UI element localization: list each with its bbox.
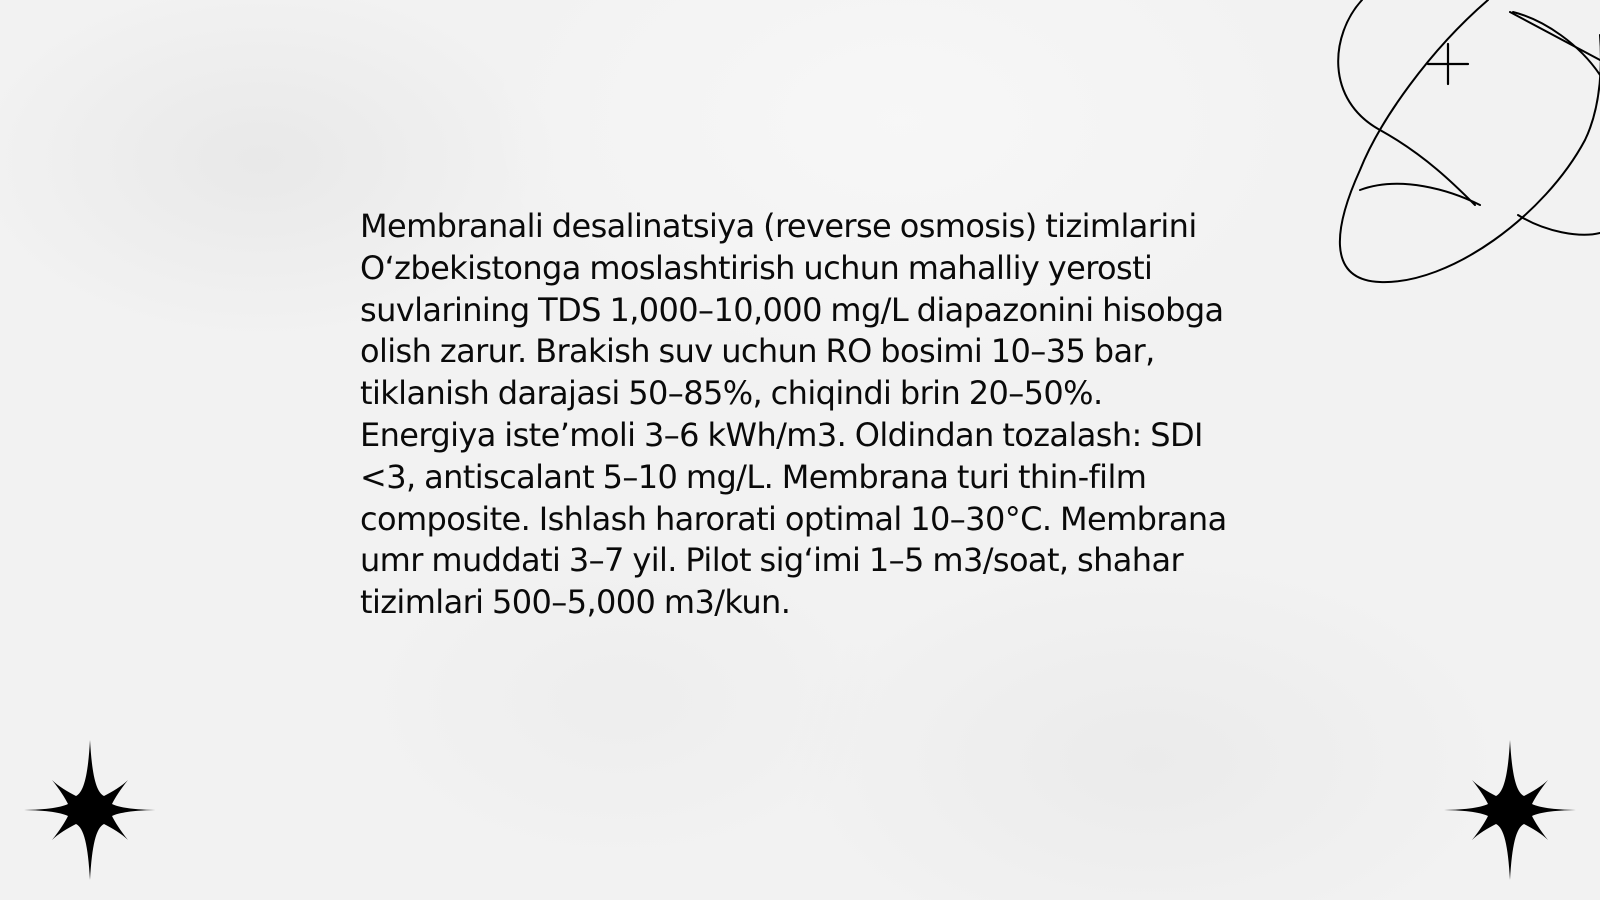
four-point-star-icon <box>1440 740 1580 880</box>
four-point-star-icon <box>20 740 160 880</box>
sparkle-icon <box>1428 44 1468 84</box>
body-text: Membranali desalinatsiya (reverse osmosis) tizimlarini O‘zbekistonga moslashtirish uchun mahalliy yerosti suvlarining TDS 1,000–10,000 mg/L diapazonini hisobga olish zarur. Brakish suv uchun RO bosimi 10–35 bar, tiklanish darajasi 50–85%, chiqindi brin 20–50%. Energiya iste’moli 3–6 kWh/m3. Oldindan tozalash: SDI <3, antiscalant 5–10 mg/L. Membrana turi thin-film composite. Ishlash harorati optimal 10–30°C. Membrana umr muddati 3–7 yil. Pilot sig‘imi 1–5 m3/soat, shahar tizimlari 500–5,000 m3/kun. <box>360 207 1227 622</box>
orbit-lines-icon <box>1330 0 1600 290</box>
